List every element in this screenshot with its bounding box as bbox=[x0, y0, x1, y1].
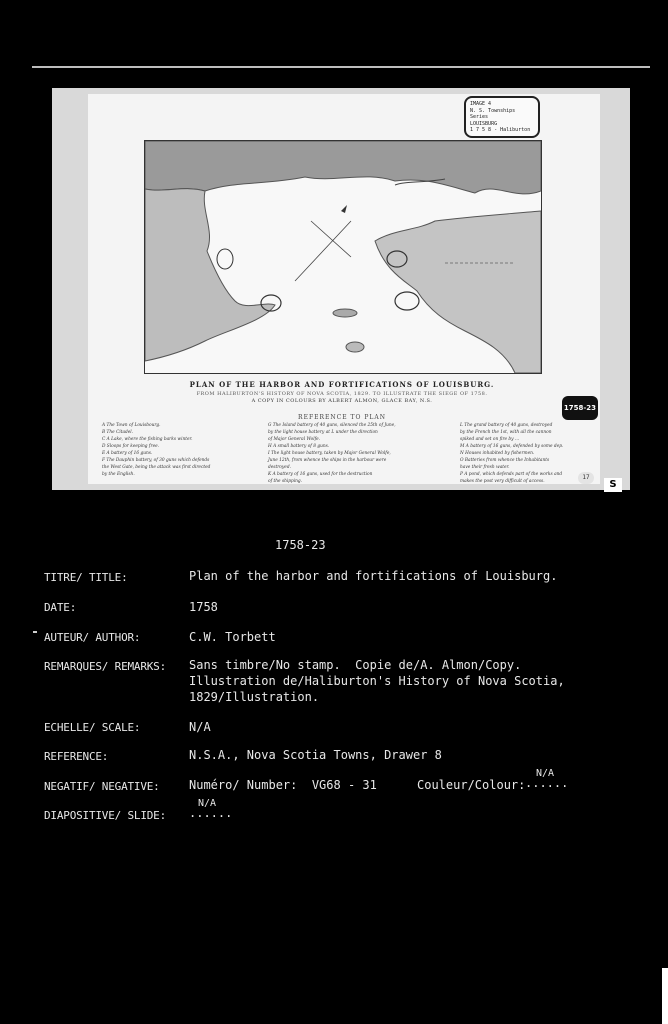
reference-label: REFERENCE: bbox=[44, 750, 109, 763]
title-value: Plan of the harbor and fortifications of Louisburg. bbox=[189, 569, 558, 583]
film-edge bbox=[662, 968, 668, 1024]
title-label: TITRE/ TITLE: bbox=[44, 571, 128, 584]
author-value: C.W. Torbett bbox=[189, 630, 276, 644]
author-label: AUTEUR/ AUTHOR: bbox=[44, 631, 141, 644]
legend-entry: H A small battery of 8 guns. bbox=[268, 444, 330, 449]
legend-entry: B The Citadel. bbox=[102, 430, 134, 435]
legend-entry: K A battery of 16 guns, used for the destruction bbox=[268, 472, 373, 477]
legend-entry: I The light house battery, taken by Major General Wolfe, bbox=[268, 451, 391, 456]
negative-value: Numéro/ Number: VG68 - 31 bbox=[189, 778, 377, 792]
legend-entry: G The Island battery of 40 guns, silenced the 25th of June, bbox=[268, 423, 396, 428]
catalog-id: 1758-23 bbox=[275, 538, 326, 552]
legend-entry: June 12th, from whence the ships in the harbour were bbox=[268, 458, 387, 463]
legend-entry: makes the post very difficult of access. bbox=[460, 479, 545, 484]
slide-value: N/A bbox=[198, 798, 217, 809]
legend-column-3 bbox=[460, 422, 590, 485]
remarks-label: REMARQUES/ REMARKS: bbox=[44, 660, 167, 673]
legend-entry: N Houses inhabited by fishermen. bbox=[460, 451, 535, 456]
sheet-number-mark: 17 bbox=[578, 472, 594, 484]
legend-entry: P A pond, which defends part of the works and bbox=[460, 472, 563, 477]
legend-entry: destroyed. bbox=[268, 465, 291, 470]
legend-entry: by the English. bbox=[102, 472, 135, 477]
legend-column-2 bbox=[268, 422, 448, 485]
legend-entry: by the light house battery at L under the direction bbox=[268, 430, 378, 435]
harbor-map bbox=[144, 140, 542, 374]
top-rule bbox=[32, 66, 650, 68]
colour-dots: ...... bbox=[525, 776, 569, 790]
catalog-badge: 1758-23 bbox=[562, 396, 598, 420]
slide-dots: ...... bbox=[189, 806, 233, 820]
legend-entry: of Major General Wolfe. bbox=[268, 437, 321, 442]
map-caption bbox=[144, 380, 540, 404]
legend-entry: C A Lake, where the fishing barks winter. bbox=[102, 437, 193, 442]
slide-label: DIAPOSITIVE/ SLIDE: bbox=[44, 809, 167, 822]
legend-entry: spiked and set on fire by ... bbox=[460, 437, 520, 442]
map-title: PLAN OF THE HARBOR AND FORTIFICATIONS OF LOUISBURG. bbox=[189, 380, 495, 389]
legend-column-1 bbox=[102, 422, 262, 478]
map-copy-note: A COPY IN COLOURS BY ALBERT ALMON, GLACE BAY, N.S. bbox=[251, 398, 433, 404]
date-value: 1758 bbox=[189, 600, 218, 614]
legend-entry: the West Gate, being the attack was first directed bbox=[102, 465, 211, 470]
harbor-map-drawing bbox=[145, 141, 541, 373]
map-subtitle: FROM HALIBURTON'S HISTORY OF NOVA SCOTIA, 1829. TO ILLUSTRATE THE SIEGE OF 1758. bbox=[196, 391, 488, 397]
reference-heading: REFERENCE TO PLAN bbox=[298, 414, 386, 421]
stamp-line: LOUISBURG bbox=[470, 120, 498, 127]
negative-label: NEGATIF/ NEGATIVE: bbox=[44, 780, 160, 793]
scale-value: N/A bbox=[189, 720, 211, 734]
legend-entry: A The Town of Louisbourg. bbox=[102, 423, 161, 428]
reference-value: N.S.A., Nova Scotia Towns, Drawer 8 bbox=[189, 748, 442, 762]
legend-entry: of the shipping. bbox=[268, 479, 303, 484]
archive-stamp bbox=[464, 96, 540, 138]
legend-entry: by the French the 1st, with all the cannon bbox=[460, 430, 552, 435]
colour-value: N/A bbox=[536, 768, 555, 779]
corner-mark: S bbox=[604, 478, 622, 492]
legend-entry: E A battery of 16 guns. bbox=[102, 451, 153, 456]
legend-entry: F The Dauphin battery, of 30 guns which defends bbox=[102, 458, 210, 463]
stamp-line: N. S. Townships Series bbox=[470, 107, 516, 120]
legend-entry: M A battery of 16 guns, defended by some dep. bbox=[460, 444, 564, 449]
date-label: DATE: bbox=[44, 601, 77, 614]
stamp-line: IMAGE 4 bbox=[470, 101, 492, 107]
legend-entry: have their fresh water. bbox=[460, 465, 510, 470]
legend-entry: O Batteries from whence the Inhabitants bbox=[460, 458, 550, 463]
legend-entry: D Sloops for keeping free. bbox=[102, 444, 160, 449]
remarks-value: Sans timbre/No stamp. Copie de/A. Almon/Copy. Illustration de/Haliburton's History of Nova Scotia, 1829/Illustration. bbox=[189, 658, 565, 704]
margin-tick bbox=[33, 631, 37, 633]
scale-label: ECHELLE/ SCALE: bbox=[44, 721, 141, 734]
colour-label: Couleur/Colour: bbox=[417, 778, 526, 792]
stamp-line: 1 7 5 8 - Haliburton bbox=[470, 127, 531, 133]
legend-entry: L The grand battery of 40 guns, destroyed bbox=[460, 423, 553, 428]
